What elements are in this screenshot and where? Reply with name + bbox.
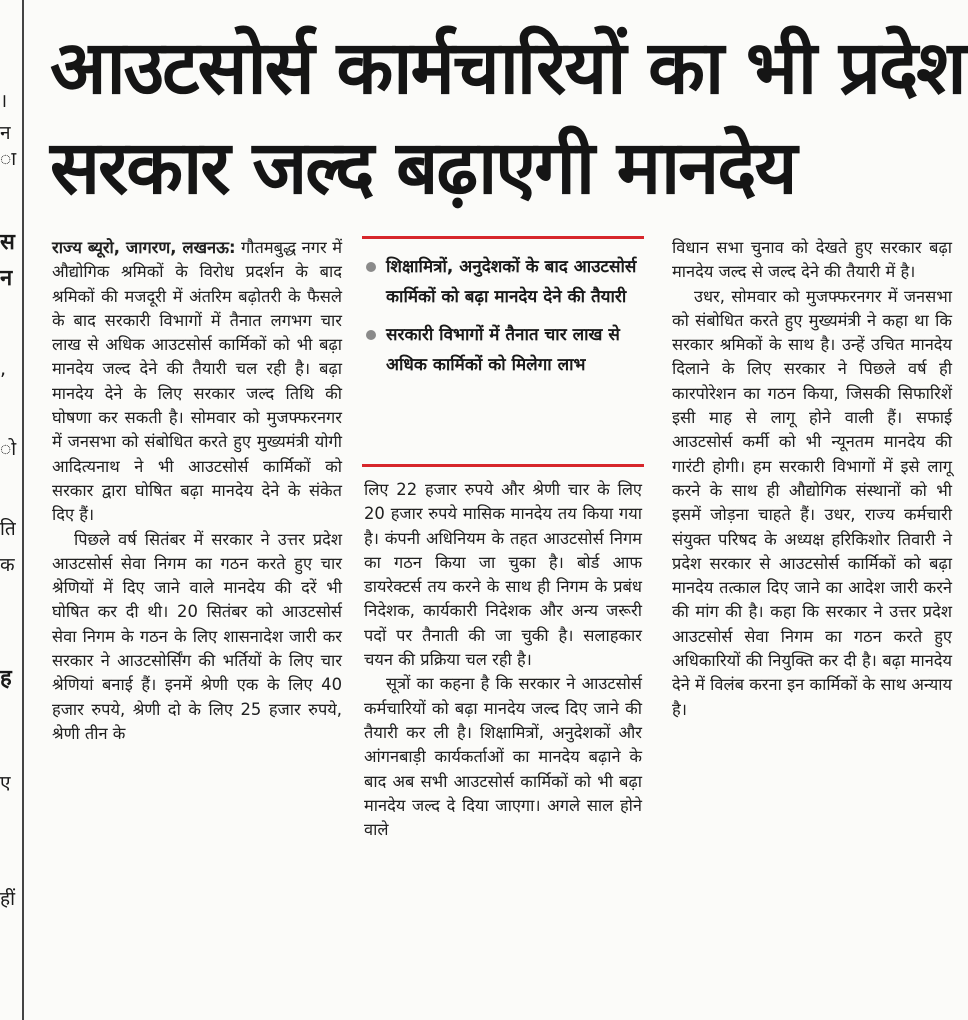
highlight-box-top-rule <box>362 236 644 239</box>
fragment-text: ए <box>0 772 11 794</box>
fragment-text: । <box>0 90 8 112</box>
fragment-text: हीं <box>0 888 16 910</box>
fragment-text: ति <box>0 518 16 540</box>
fragment-text: ो <box>0 438 17 460</box>
fragment-text: क <box>0 554 15 576</box>
highlight-item <box>364 252 642 312</box>
fragment-text: स <box>0 230 15 255</box>
highlight-box-bottom-rule <box>362 464 644 467</box>
headline <box>50 18 965 218</box>
paragraph: उधर, सोमवार को मुजफ्फरनगर में जनसभा को संबोधित करते हुए मुख्यमंत्री ने कहा था कि सरकार श्रमिकों के साथ है। उन्हें उचित मानदेय दिलाने के लिए सरकार ने पिछले वर्ष ही कारपोरेशन का गठन किया, जिसकी सिफारिशें इसी माह से लागू होने वाली हैं। सफाई आउटसोर्स कर्मी को भी न्यूनतम मानदेय की गारंटी होगी। हम सरकारी विभागों में इसे लागू करने के साथ ही औद्योगिक संस्थानों को भी इसमें जोड़ना चाहते हैं। उधर, राज्य कर्मचारी संयुक्त परिषद के अध्यक्ष हरिकिशोर तिवारी ने प्रदेश सरकार से आउटसोर्स कार्मिकों को बढ़ा मानदेय तत्काल दिए जाने का आदेश जारी करने की मांग की है। कहा कि सरकार ने उत्तर प्रदेश आउटसोर्स सेवा निगम का गठन करते हुए अधिकारियों की नियुक्ति कर दी है। बढ़ा मानदेय देने में विलंब करना इन कार्मिकों के साथ अन्याय है। <box>672 286 952 719</box>
highlight-text: सरकारी विभागों में तैनात चार लाख से अधिक कार्मिकों को मिलेगा लाभ <box>386 325 620 375</box>
article-column-3 <box>672 236 952 722</box>
fragment-text: न <box>0 266 13 291</box>
fragment-text: ह <box>0 666 12 691</box>
paragraph: पिछले वर्ष सितंबर में सरकार ने उत्तर प्रदेश आउटसोर्स सेवा निगम का गठन करते हुए चार श्रेणियों में दिए जाने वाले मानदेय की दरें भी घोषित कर दी थी। 20 सितंबर को आउटसोर्स सेवा निगम के गठन के लिए शासनादेश जारी कर सरकार ने आउटसोर्सिंग की भर्तियों के लिए चार श्रेणियां बनाई हैं। इनमें श्रेणी एक के लिए 40 हजार रुपये, श्रेणी दो के लिए 25 हजार रुपये, श्रेणी तीन के <box>52 529 342 743</box>
headline-line-2: सरकार जल्द बढ़ाएगी मानदेय <box>50 125 796 211</box>
paragraph <box>52 236 342 528</box>
fragment-text: , <box>0 358 7 380</box>
paragraph: लिए 22 हजार रुपये और श्रेणी चार के लिए 20 हजार रुपये मासिक मानदेय तय किया गया है। कंपनी अधिनियम के तहत आउटसोर्स निगम का गठन किया जा चुका है। बोर्ड आफ डायरेक्टर्स तय करने के साथ ही निगम के प्रबंध निदेशक, कार्यकारी निदेशक और अन्य जरूरी पदों पर तैनाती की जा चुकी है। सलाहकार चयन की प्रक्रिया चल रही है। <box>364 480 642 670</box>
paragraph-text: गौतमबुद्ध नगर में औद्योगिक श्रमिकों के विरोध प्रदर्शन के बाद श्रमिकों की मजदूरी में अंतरिम बढ़ोतरी के फैसले के बाद सरकारी विभागों में तैनात लगभग चार लाख से अधिक आउटसोर्स कार्मिकों को भी बढ़ा मानदेय जल्द देने की तैयारी चल रही है। बढ़ा मानदेय देने के लिए सरकार जल्द तिथि की घोषणा कर सकती है। सोमवार को मुजफ्फरनगर में जनसभा को संबोधित करते हुए मुख्यमंत्री योगी आदित्यनाथ ने भी आउटसोर्स कार्मिकों को सरकार द्वारा घोषित बढ़ा मानदेय देने के संकेत दिए हैं। <box>52 238 342 525</box>
bullet-icon <box>366 262 376 272</box>
highlight-text: शिक्षामित्रों, अनुदेशकों के बाद आउटसोर्स कार्मिकों को बढ़ा मानदेय देने की तैयारी <box>386 257 637 307</box>
fragment-text: न <box>0 122 11 144</box>
bullet-icon <box>366 330 376 340</box>
fragment-text: ा <box>0 148 17 170</box>
article-column-1 <box>52 236 342 746</box>
paragraph: विधान सभा चुनाव को देखते हुए सरकार बढ़ा मानदेय जल्द से जल्द देने की तैयारी में है। <box>672 238 952 282</box>
highlight-item <box>364 320 642 380</box>
paragraph: सूत्रों का कहना है कि सरकार ने आउटसोर्स कर्मचारियों को बढ़ा मानदेय जल्द दिए जाने की तैयारी कर ली है। शिक्षामित्रों, अनुदेशकों और आंगनबाड़ी कार्यकर्ताओं का मानदेय बढ़ाने के बाद अब सभी आउटसोर्स कार्मिकों को भी बढ़ा मानदेय जल्द दे दिया जाएगा। अगले साल होने वाले <box>364 674 642 840</box>
previous-column-fragment <box>0 0 24 1020</box>
headline-line-1: आउटसोर्स कार्मचारियों का भी प्रदेश <box>50 25 965 111</box>
highlights-box <box>364 252 642 388</box>
article-column-2 <box>364 478 642 842</box>
byline: राज्य ब्यूरो, जागरण, लखनऊ: <box>52 238 236 257</box>
